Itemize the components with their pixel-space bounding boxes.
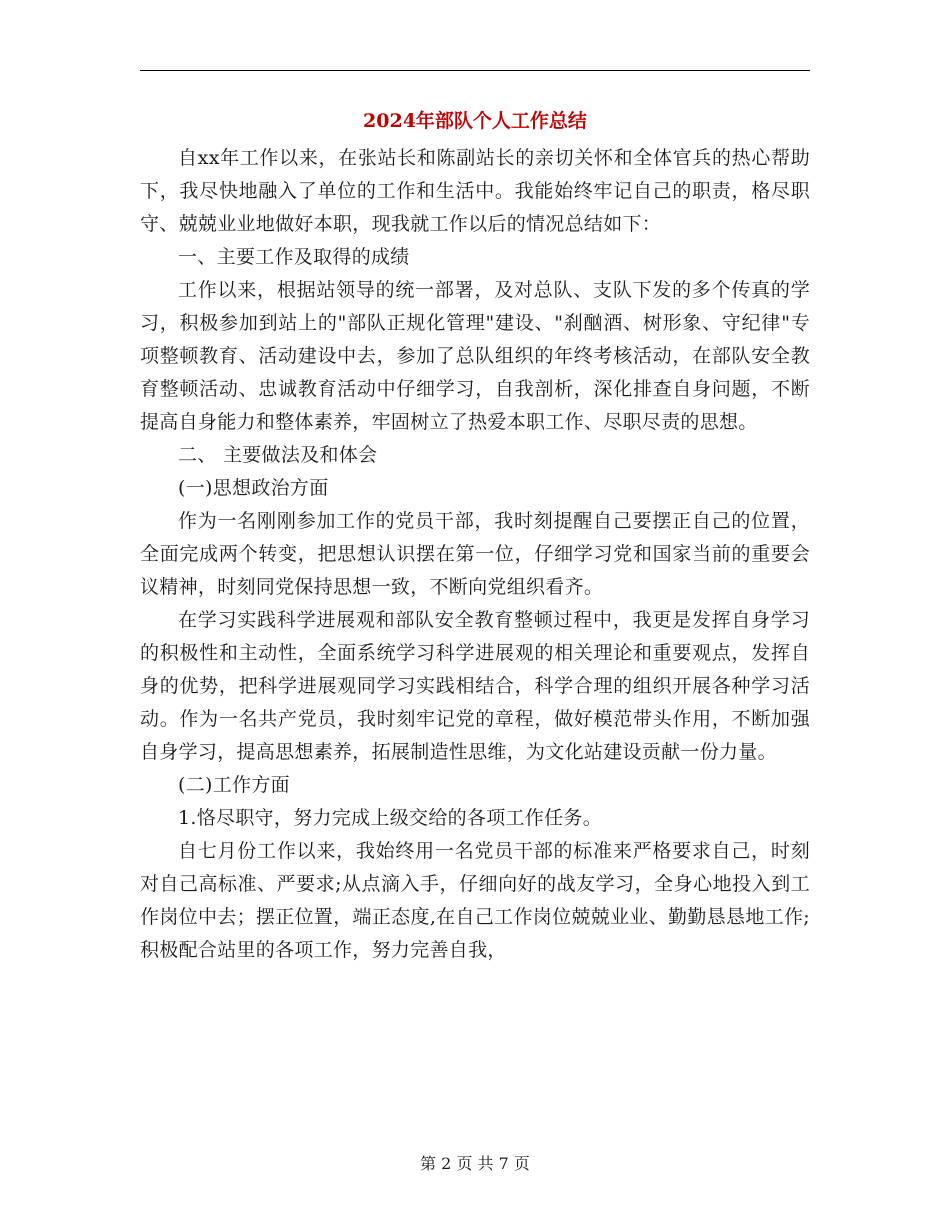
section-heading-2: 二、 主要做法及和体会 [178, 444, 378, 466]
paragraph-political-1: 作为一名刚刚参加工作的党员干部，我时刻提醒自己要摆正自己的位置，全面完成两个转变，把思想认识摆在第一位，仔细学习党和国家当前的重要会议精神，时刻同党保持思想一致，不断向党组织看齐。 [140, 510, 810, 598]
subsection-heading-political: (一)思想政治方面 [178, 477, 329, 499]
page-number: 第 2 页 共 7 页 [420, 1154, 530, 1173]
document-body [140, 104, 810, 967]
document-title: 2024年部队个人工作总结 [363, 110, 587, 132]
paragraph-political-2: 在学习实践科学进展观和部队安全教育整顿过程中，我更是发挥自身学习的积极性和主动性，全面系统学习科学进展观的相关理论和重要观点，发挥自身的优势，把科学进展观同学习实践相结合，科学合理的组织开展各种学习活动。作为一名共产党员，我时刻牢记党的章程，做好模范带头作用，不断加强自身学习，提高思想素养，拓展制造性思维，为文化站建设贡献一份力量。 [140, 609, 810, 763]
subsection-heading-work: (二)工作方面 [178, 774, 290, 796]
paragraph-work-1: 自七月份工作以来，我始终用一名党员干部的标准来严格要求自己，时刻对自己高标准、严要求;从点滴入手，仔细向好的战友学习，全身心地投入到工作岗位中去；摆正位置，端正态度,在自己工作岗位兢兢业业、勤勤恳恳地工作;积极配合站里的各项工作，努力完善自我， [140, 840, 810, 961]
paragraph-intro: 自xx年工作以来，在张站长和陈副站长的亲切关怀和全体官兵的热心帮助下，我尽快地融入了单位的工作和生活中。我能始终牢记自己的职责，格尽职守、兢兢业业地做好本职，现我就工作以后的情况总结如下： [140, 147, 810, 235]
section-heading-1: 一、主要工作及取得的成绩 [178, 246, 410, 268]
header-rule [140, 70, 810, 71]
item-heading-1: 1.恪尽职守，努力完成上级交给的各项工作任务。 [178, 807, 603, 829]
paragraph-achievements: 工作以来，根据站领导的统一部署，及对总队、支队下发的多个传真的学习，积极参加到站上的"部队正规化管理"建设、"刹酗酒、树形象、守纪律"专项整顿教育、活动建设中去，参加了总队组织的年终考核活动，在部队安全教育整顿活动、忠诚教育活动中仔细学习，自我剖析，深化排查自身问题，不断提高自身能力和整体素养，牢固树立了热爱本职工作、尽职尽责的思想。 [140, 279, 810, 433]
